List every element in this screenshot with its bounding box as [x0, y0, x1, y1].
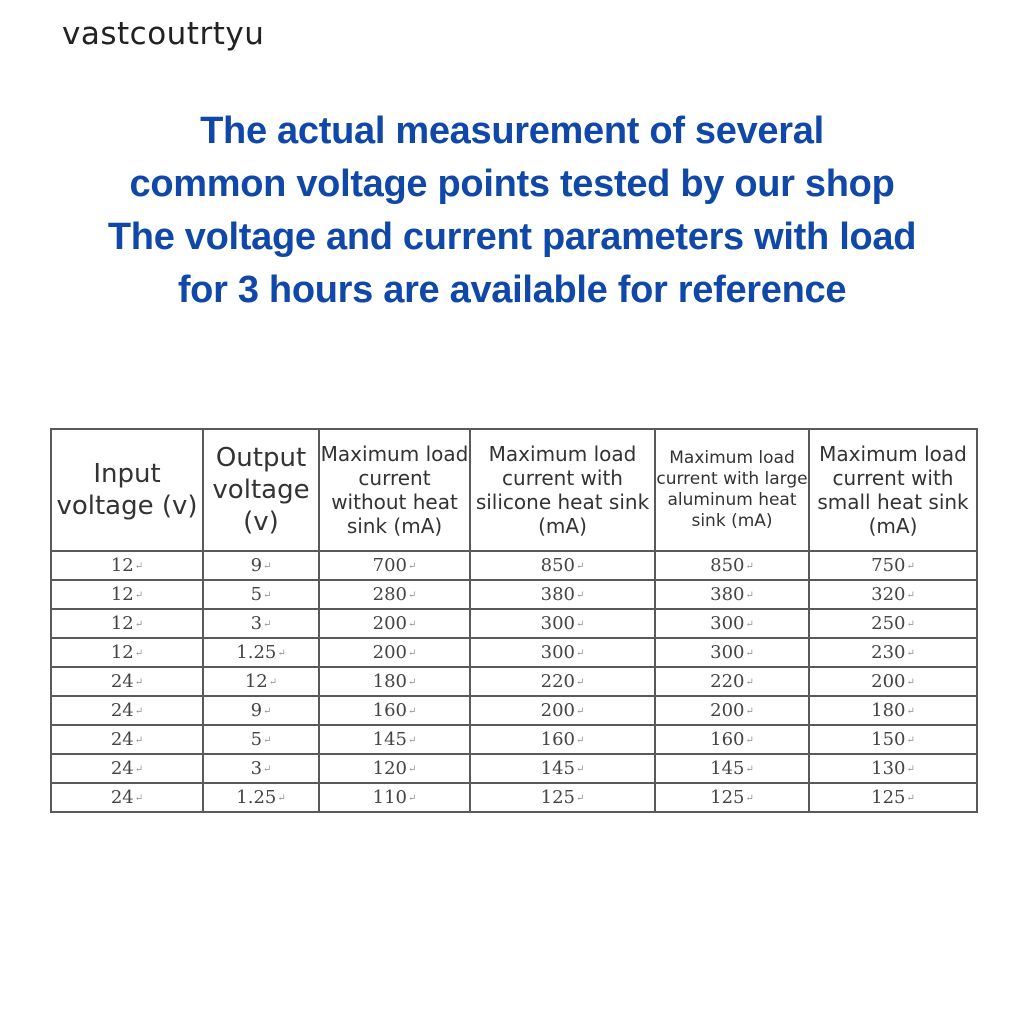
- table-cell: [655, 783, 809, 812]
- cell-value: 200 ↵: [541, 700, 585, 721]
- table-cell: [203, 638, 319, 667]
- table-cell: [51, 667, 203, 696]
- table-cell: [51, 638, 203, 667]
- cell-value: 200 ↵: [710, 700, 754, 721]
- table-cell: [470, 783, 655, 812]
- header-small-heat-sink: Maximum load current with small heat sink (mA): [809, 429, 977, 551]
- cell-value: 220 ↵: [710, 671, 754, 692]
- headline-line-4: for 3 hours are available for reference: [177, 269, 847, 311]
- table-header-row: [51, 429, 977, 551]
- table-cell: [655, 551, 809, 580]
- cell-value: 150 ↵: [871, 729, 915, 750]
- cell-value: 24 ↵: [111, 787, 143, 808]
- table-cell: [809, 754, 977, 783]
- cell-value: 850 ↵: [710, 555, 754, 576]
- table-cell: [470, 609, 655, 638]
- headline-line-1: The actual measurement of several: [200, 110, 824, 152]
- cell-value: 9 ↵: [251, 555, 272, 576]
- cell-value: 12 ↵: [111, 555, 143, 576]
- cell-value: 280 ↵: [373, 584, 417, 605]
- cell-value: 145 ↵: [710, 758, 754, 779]
- cell-value: 12 ↵: [111, 642, 143, 663]
- cell-value: 250 ↵: [871, 613, 915, 634]
- cell-value: 3 ↵: [251, 613, 272, 634]
- cell-value: 160 ↵: [541, 729, 585, 750]
- table-row: [51, 754, 977, 783]
- table-cell: [319, 580, 470, 609]
- table-cell: [809, 638, 977, 667]
- table-cell: [655, 754, 809, 783]
- brand-name: vastcoutrtyu: [62, 16, 265, 52]
- table-cell: [319, 551, 470, 580]
- cell-value: 9 ↵: [251, 700, 272, 721]
- table-cell: [470, 696, 655, 725]
- cell-value: 300 ↵: [541, 613, 585, 634]
- cell-value: 160 ↵: [373, 700, 417, 721]
- cell-value: 380 ↵: [710, 584, 754, 605]
- cell-value: 24 ↵: [111, 671, 143, 692]
- cell-value: 5 ↵: [251, 584, 272, 605]
- table-row: [51, 580, 977, 609]
- header-large-aluminum-heat-sink: Maximum load current with large aluminum heat sink (mA): [655, 429, 809, 551]
- table-row: [51, 725, 977, 754]
- table-cell: [809, 609, 977, 638]
- table-cell: [470, 725, 655, 754]
- cell-value: 110 ↵: [373, 787, 417, 808]
- table-cell: [809, 551, 977, 580]
- header-output-voltage: Output voltage (v): [203, 429, 319, 551]
- load-current-table: [50, 428, 978, 813]
- cell-value: 200 ↵: [871, 671, 915, 692]
- table-body: [51, 551, 977, 812]
- cell-value: 125 ↵: [710, 787, 754, 808]
- table-cell: [470, 667, 655, 696]
- cell-value: 145 ↵: [541, 758, 585, 779]
- cell-value: 200 ↵: [373, 613, 417, 634]
- table-cell: [203, 609, 319, 638]
- table-cell: [51, 696, 203, 725]
- table-cell: [203, 754, 319, 783]
- cell-value: 24 ↵: [111, 700, 143, 721]
- table-cell: [203, 783, 319, 812]
- table-cell: [470, 754, 655, 783]
- table-cell: [809, 696, 977, 725]
- cell-value: 12 ↵: [245, 671, 277, 692]
- cell-value: 24 ↵: [111, 758, 143, 779]
- cell-value: 160 ↵: [710, 729, 754, 750]
- table-cell: [655, 580, 809, 609]
- cell-value: 300 ↵: [710, 613, 754, 634]
- table-cell: [51, 783, 203, 812]
- table-cell: [655, 638, 809, 667]
- cell-value: 145 ↵: [373, 729, 417, 750]
- cell-value: 850 ↵: [541, 555, 585, 576]
- table-cell: [809, 783, 977, 812]
- table-cell: [809, 667, 977, 696]
- cell-value: 180 ↵: [373, 671, 417, 692]
- table-cell: [809, 580, 977, 609]
- table-cell: [319, 696, 470, 725]
- table-cell: [319, 754, 470, 783]
- cell-value: 380 ↵: [541, 584, 585, 605]
- table-cell: [203, 667, 319, 696]
- cell-value: 230 ↵: [871, 642, 915, 663]
- headline-line-2: common voltage points tested by our shop: [129, 163, 895, 205]
- table-cell: [655, 725, 809, 754]
- table-cell: [51, 551, 203, 580]
- table-row: [51, 638, 977, 667]
- table-cell: [655, 696, 809, 725]
- cell-value: 130 ↵: [871, 758, 915, 779]
- cell-value: 300 ↵: [710, 642, 754, 663]
- cell-value: 220 ↵: [541, 671, 585, 692]
- table-cell: [809, 725, 977, 754]
- table-cell: [51, 609, 203, 638]
- headline: [0, 105, 1024, 317]
- table-cell: [51, 580, 203, 609]
- cell-value: 125 ↵: [541, 787, 585, 808]
- table-cell: [655, 609, 809, 638]
- cell-value: 12 ↵: [111, 613, 143, 634]
- table-cell: [203, 725, 319, 754]
- cell-value: 125 ↵: [871, 787, 915, 808]
- table-row: [51, 551, 977, 580]
- table-cell: [51, 754, 203, 783]
- table-cell: [470, 551, 655, 580]
- cell-value: 24 ↵: [111, 729, 143, 750]
- cell-value: 3 ↵: [251, 758, 272, 779]
- cell-value: 750 ↵: [871, 555, 915, 576]
- table-row: [51, 696, 977, 725]
- header-silicone-heat-sink: Maximum load current with silicone heat sink (mA): [470, 429, 655, 551]
- table-cell: [470, 580, 655, 609]
- table-cell: [203, 551, 319, 580]
- cell-value: 120 ↵: [373, 758, 417, 779]
- table-cell: [319, 783, 470, 812]
- header-input-voltage: Input voltage (v): [51, 429, 203, 551]
- headline-line-3: The voltage and current parameters with load: [107, 216, 917, 258]
- table-cell: [319, 725, 470, 754]
- table-row: [51, 609, 977, 638]
- cell-value: 320 ↵: [871, 584, 915, 605]
- table-cell: [470, 638, 655, 667]
- cell-value: 200 ↵: [373, 642, 417, 663]
- table-cell: [319, 667, 470, 696]
- table-cell: [319, 609, 470, 638]
- table-cell: [203, 696, 319, 725]
- cell-value: 700 ↵: [373, 555, 417, 576]
- cell-value: 1.25 ↵: [236, 642, 285, 663]
- cell-value: 5 ↵: [251, 729, 272, 750]
- table-cell: [655, 667, 809, 696]
- header-no-heat-sink: Maximum load current without heat sink (mA): [319, 429, 470, 551]
- table-cell: [203, 580, 319, 609]
- table-cell: [319, 638, 470, 667]
- table-row: [51, 667, 977, 696]
- cell-value: 180 ↵: [871, 700, 915, 721]
- cell-value: 1.25 ↵: [236, 787, 285, 808]
- table-row: [51, 783, 977, 812]
- table-cell: [51, 725, 203, 754]
- cell-value: 300 ↵: [541, 642, 585, 663]
- cell-value: 12 ↵: [111, 584, 143, 605]
